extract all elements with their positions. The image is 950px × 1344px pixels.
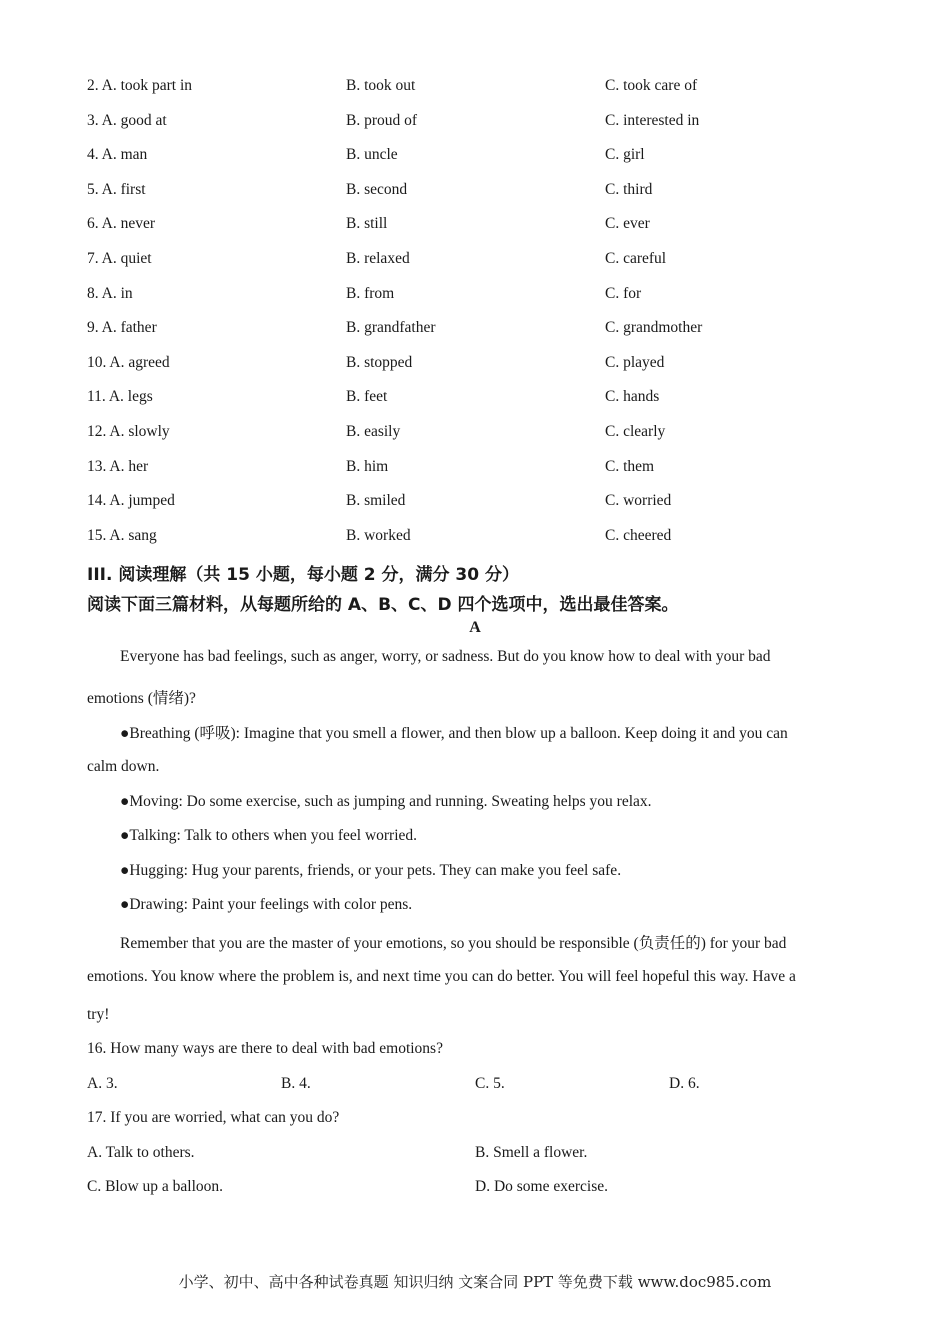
option-c[interactable]: C. took care of: [605, 77, 698, 94]
option-a[interactable]: 10. A. agreed: [87, 353, 170, 371]
question-17-options-row2: [87, 1178, 867, 1202]
option-a[interactable]: 3. A. good at: [87, 111, 167, 129]
option-a[interactable]: 14. A. jumped: [87, 492, 175, 510]
option-a[interactable]: 6. A. never: [87, 215, 156, 233]
cloze-option-row: [87, 112, 867, 136]
cloze-option-row: [87, 285, 867, 309]
option-a[interactable]: 2. A. took part in: [87, 77, 193, 94]
tip-drawing: ●Drawing: Paint your feelings with color pens.: [120, 896, 413, 913]
cloze-option-row: [87, 146, 867, 170]
cloze-option-row: [87, 492, 867, 516]
option-a[interactable]: 11. A. legs: [87, 388, 153, 406]
option-c[interactable]: C. Blow up a balloon.: [87, 1178, 224, 1195]
option-b[interactable]: B. worked: [346, 526, 411, 544]
option-b[interactable]: B. from: [346, 284, 395, 302]
question-16-stem: 16. How many ways are there to deal with bad emotions?: [87, 1040, 443, 1057]
option-b[interactable]: B. proud of: [346, 111, 418, 129]
option-a[interactable]: A. 3.: [87, 1075, 118, 1092]
option-a[interactable]: 5. A. first: [87, 180, 146, 198]
option-c[interactable]: C. played: [605, 353, 665, 371]
cloze-option-row: [87, 181, 867, 205]
cloze-option-row: [87, 527, 867, 551]
page-footer: 小学、初中、高中各种试卷真题 知识归纳 文案合同 PPT 等免费下载 www.doc985.com: [178, 1273, 772, 1291]
cloze-option-row: [87, 354, 867, 378]
option-b[interactable]: B. relaxed: [346, 250, 410, 267]
option-c[interactable]: C. third: [605, 180, 653, 198]
option-b[interactable]: B. easily: [346, 423, 401, 440]
tip-breathing-line1: ●Breathing (呼吸): Imagine that you smell a flower, and then blow up a balloon. Keep doing it and you can: [120, 725, 788, 742]
option-c[interactable]: C. for: [605, 284, 642, 302]
option-a[interactable]: A. Talk to others.: [87, 1144, 195, 1161]
option-b[interactable]: B. smiled: [346, 492, 406, 510]
option-b[interactable]: B. grandfather: [346, 319, 436, 337]
option-d[interactable]: D. 6.: [669, 1075, 700, 1092]
option-c[interactable]: C. 5.: [475, 1075, 505, 1092]
cloze-option-row: [87, 319, 867, 343]
passage-intro-line1: Everyone has bad feelings, such as anger, worry, or sadness. But do you know how to deal with your bad: [120, 648, 771, 665]
tip-breathing-line2: calm down.: [87, 758, 160, 775]
option-c[interactable]: C. clearly: [605, 423, 666, 440]
cloze-option-row: [87, 77, 867, 101]
option-b[interactable]: B. stopped: [346, 353, 413, 371]
option-b[interactable]: B. still: [346, 215, 388, 233]
option-a[interactable]: 9. A. father: [87, 319, 157, 337]
option-c[interactable]: C. careful: [605, 250, 667, 267]
tip-moving: ●Moving: Do some exercise, such as jumping and running. Sweating helps you relax.: [120, 793, 652, 810]
option-b[interactable]: B. feet: [346, 388, 388, 406]
option-a[interactable]: 15. A. sang: [87, 526, 157, 544]
tip-talking: ●Talking: Talk to others when you feel worried.: [120, 827, 418, 844]
option-c[interactable]: C. grandmother: [605, 319, 703, 337]
tip-hugging: ●Hugging: Hug your parents, friends, or your pets. They can make you feel safe.: [120, 862, 622, 879]
option-c[interactable]: C. interested in: [605, 111, 700, 129]
option-b[interactable]: B. Smell a flower.: [475, 1144, 588, 1161]
cloze-option-row: [87, 215, 867, 239]
question-16-options: [87, 1075, 867, 1099]
option-c[interactable]: C. worried: [605, 492, 672, 510]
section-instruction: 阅读下面三篇材料，从每题所给的 A、B、C、D 四个选项中，选出最佳答案。: [87, 595, 679, 615]
option-b[interactable]: B. second: [346, 180, 408, 198]
option-a[interactable]: 7. A. quiet: [87, 250, 152, 267]
option-b[interactable]: B. took out: [346, 77, 416, 94]
option-c[interactable]: C. ever: [605, 215, 650, 233]
cloze-option-row: [87, 388, 867, 412]
option-a[interactable]: 4. A. man: [87, 146, 148, 164]
cloze-option-row: [87, 458, 867, 482]
cloze-option-row: [87, 423, 867, 447]
option-a[interactable]: 8. A. in: [87, 284, 133, 302]
cloze-option-row: [87, 250, 867, 274]
option-d[interactable]: D. Do some exercise.: [475, 1178, 608, 1195]
passage-intro-line2: emotions (情绪)?: [87, 690, 196, 707]
option-b[interactable]: B. uncle: [346, 146, 398, 164]
passage-conclusion-line1: Remember that you are the master of your emotions, so you should be responsible (负责任的) for your bad: [120, 935, 787, 952]
option-c[interactable]: C. girl: [605, 146, 645, 164]
question-17-options-row1: [87, 1144, 867, 1168]
question-17-stem: 17. If you are worried, what can you do?: [87, 1109, 340, 1126]
option-a[interactable]: 13. A. her: [87, 457, 149, 475]
option-c[interactable]: C. them: [605, 457, 655, 475]
section-heading: III. 阅读理解（共 15 小题，每小题 2 分，满分 30 分）: [87, 565, 520, 585]
passage-conclusion-line3: try!: [87, 1006, 110, 1023]
option-b[interactable]: B. him: [346, 457, 389, 475]
passage-conclusion-line2: emotions. You know where the problem is, and next time you can do better. You will feel hopeful this way. Have a: [87, 968, 796, 985]
option-a[interactable]: 12. A. slowly: [87, 423, 170, 440]
option-c[interactable]: C. cheered: [605, 526, 672, 544]
option-c[interactable]: C. hands: [605, 388, 660, 406]
option-b[interactable]: B. 4.: [281, 1075, 311, 1092]
passage-label: A: [469, 619, 481, 636]
